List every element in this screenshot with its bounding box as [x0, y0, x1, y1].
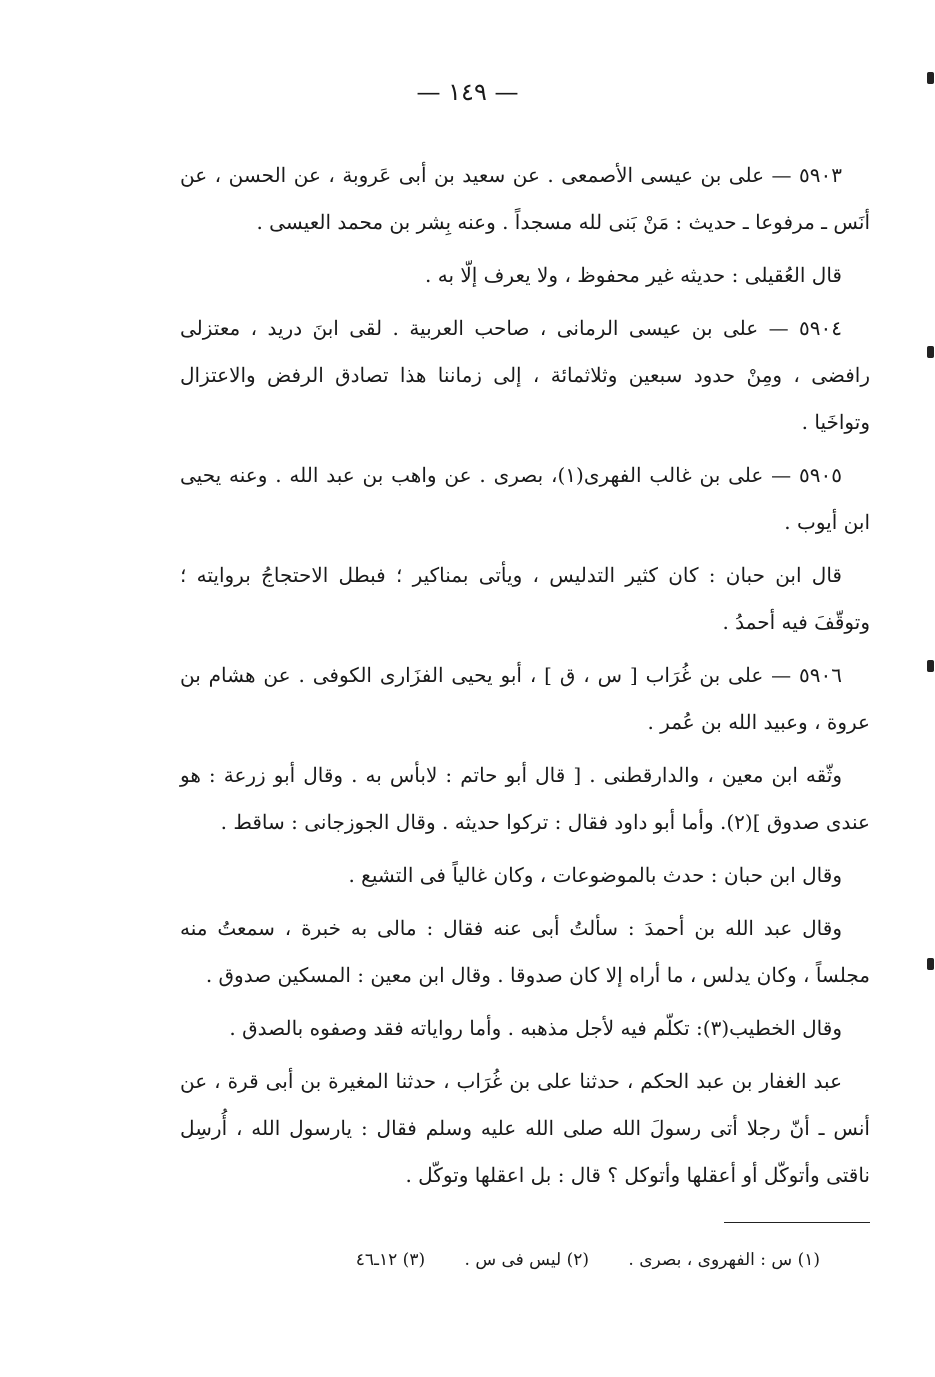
entry-paragraph: وقال ابن حبان : حدث بالموضوعات ، وكان غالياً فى التشيع . — [348, 863, 842, 887]
entry-5903 — [180, 152, 870, 299]
margin-mark — [927, 72, 934, 84]
main-text — [180, 152, 870, 1205]
entry-paragraph: ٥٩٠٤ — على بن عيسى الرمانى ، صاحب العربية . لقى ابنَ دريد ، معتزلى رافضى ، ومِنْ حدود سبعين وثلاثمائة ، إلى زماننا هذا تصادق الرفض والاعتزال وتواخَيا . — [180, 316, 870, 434]
margin-mark — [927, 958, 934, 970]
footnote-divider — [724, 1222, 870, 1223]
entry-paragraph: قال ابن حبان : كان كثير التدليس ، ويأتى بمناكير ؛ فبطل الاحتجاجُ بروايته ؛ وتوقّفَ فيه أحمدُ . — [180, 563, 870, 634]
entry-5906 — [180, 652, 870, 1199]
entry-5905 — [180, 452, 870, 646]
footnote-2: (٢) ليس فى س . — [464, 1250, 589, 1270]
entry-paragraph: قال العُقيلى : حديثه غير محفوظ ، ولا يعرف إلّا به . — [425, 263, 842, 287]
footnotes — [180, 1246, 820, 1274]
entry-paragraph: وقال عبد الله بن أحمدَ : سألتُ أبى عنه فقال : مالى به خبرة ، سمعتُ منه مجلساً ، وكان يدلس ، ما أراه إلا كان صدوقا . وقال ابن معين : المسكين صدوق . — [180, 916, 870, 987]
page-number: — ١٤٩ — — [416, 78, 519, 106]
entry-5904 — [180, 305, 870, 446]
footnote-1: (١) س : الفهروى ، بصرى . — [628, 1250, 820, 1270]
margin-mark — [927, 346, 934, 358]
entry-paragraph: ٥٩٠٣ — على بن عيسى الأصمعى . عن سعيد بن أبى عَروبة ، عن الحسن ، عن أنَس ـ مرفوعا ـ حديث : مَنْ بَنى لله مسجداً . وعنه بِشر بن محمد العيسى . — [180, 163, 870, 234]
entry-paragraph: وثّقه ابن معين ، والدارقطنى . [ قال أبو حاتم : لابأس به . وقال أبو زرعة : هو عندى صدوق ](٢). وأما أبو داود فقال : تركوا حديثه . وقال الجوزجانى : ساقط . — [180, 763, 870, 834]
entry-paragraph: وقال الخطيب(٣): تكلّم فيه لأجل مذهبه . وأما رواياته فقد وصفوه بالصدق . — [229, 1016, 842, 1040]
margin-mark — [927, 660, 934, 672]
entry-paragraph: ٥٩٠٦ — على بن غُرَاب [ س ، ق ] ، أبو يحيى الفزَارى الكوفى . عن هشام بن عروة ، وعبيد الله بن عُمر . — [180, 663, 870, 734]
entry-paragraph: ٥٩٠٥ — على بن غالب الفهرى(١)، بصرى . عن واهب بن عبد الله . وعنه يحيى ابن أيوب . — [180, 463, 870, 534]
entry-paragraph: عبد الغفار بن عبد الحكم ، حدثنا على بن غُرَاب ، حدثنا المغيرة بن أبى قرة ، عن أنس ـ أنّ رجلا أتى رسولَ الله صلى الله عليه وسلم فقال : يارسول الله ، أُرسِل ناقتى وأتوكّل أو أعقلها وأتوكل ؟ قال : بل اعقلها وتوكّل . — [180, 1069, 870, 1187]
footnote-3: (٣) ١٢ـ٤٦ — [355, 1250, 426, 1270]
